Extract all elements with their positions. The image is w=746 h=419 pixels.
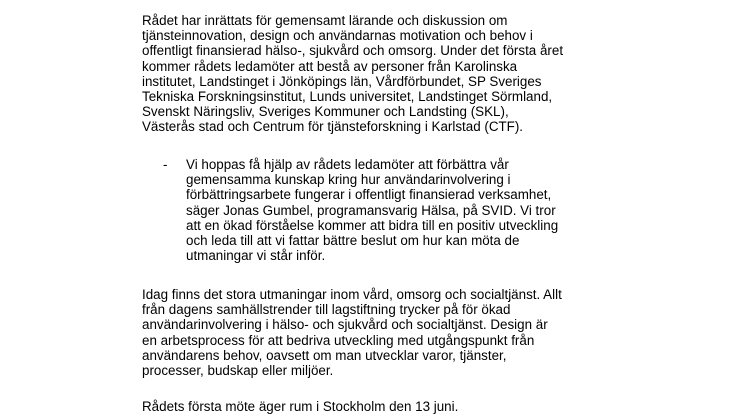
quote-text: Vi hoppas få hjälp av rådets ledamöter att förbättra vår gemensamma kunskap kring hur användarinvolvering i förbättringsarbete fungerar i offentligt finansierad verksamhet, säger Jonas Gumbel, programansvarig Hälsa, på SVID. Vi tror att en ökad förståelse kommer att bidra till en positiv utveckling och leda till att vi fattar bättre beslut om hur kan möta de utmaningar vi står inför.	[186, 157, 559, 264]
body-paragraph-council-members: Rådet har inrättats för gemensamt lärande och diskussion om tjänsteinnovation, design och användarnas motivation och behov i offentligt finansierad hälso-, sjukvård och omsorg. Under det första året kommer rådets ledamöter att bestå av personer från Karolinska institutet, Landstinget i Jönköpings län, Vårdförbundet, SP Sveriges Tekniska Forskningsinstitut, Lunds universitet, Landstinget Sörmland, Svenskt Näringsliv, Sveriges Kommuner och Landsting (SKL), Västerås stad och Centrum för tjänsteforskning i Karlstad (CTF).	[142, 13, 564, 135]
body-paragraph-first-meeting: Rådets första möte äger rum i Stockholm den 13 juni.	[142, 399, 459, 414]
quote-dash-bullet: -	[163, 157, 168, 172]
body-paragraph-challenges: Idag finns det stora utmaningar inom vård, omsorg och socialtjänst. Allt från dagens samhällstrender till lagstiftning trycker på för ökad användarinvolvering i hälso- och sjukvård och socialtjänst. Design är en arbetsprocess för att bedriva utveckling med utgångspunkt från användarens behov, oavsett om man utvecklar varor, tjänster, processer, budskap eller miljöer.	[142, 287, 562, 379]
